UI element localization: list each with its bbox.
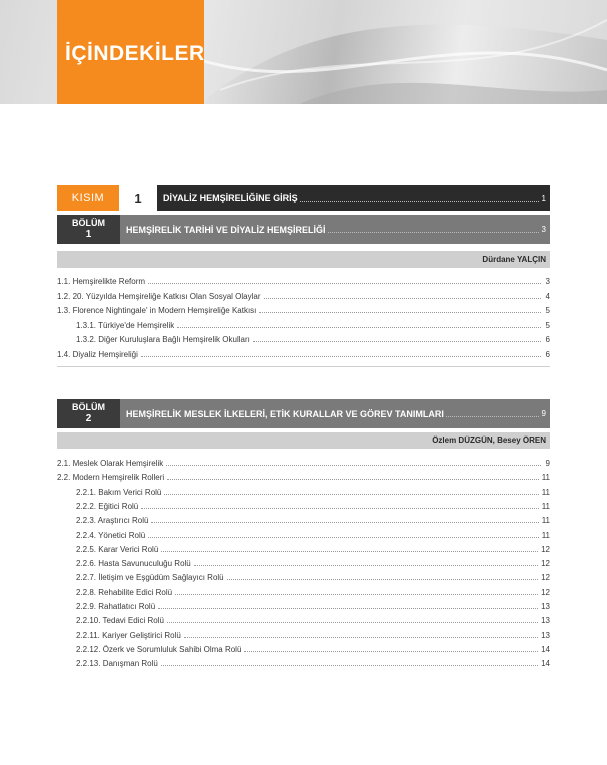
dot-leader [244,651,538,652]
toc-entry-page: 12 [541,573,550,583]
chapter-page: 9 [541,409,546,418]
dot-leader [151,522,538,523]
chapter-number: 1 [85,229,92,240]
toc-entry[interactable] [76,556,550,568]
toc-entry[interactable] [76,499,550,511]
part-page: 1 [541,193,546,203]
toc-entry-page: 5 [545,306,550,316]
dot-leader [253,341,541,342]
dot-leader [259,312,541,313]
toc-entry-title: 1.1. Hemşirelikte Reform [57,277,146,286]
toc-entry-page: 12 [541,544,550,554]
toc-entry-title: 1.3.2. Diğer Kuruluşlara Bağlı Hemşirelik Okulları [76,335,250,345]
dot-leader [148,537,538,538]
toc-entry[interactable] [76,570,550,582]
toc-entry-title: 2.2.8. Rehabilite Edici Rolü [76,587,173,597]
toc-entry-page: 11 [541,530,550,540]
toc-entry-title: 2.2.5. Karar Verici Rolü [76,544,159,554]
chapter-1-author: Dürdane YALÇIN [57,251,550,268]
dot-leader [194,565,538,566]
dot-leader [161,551,538,552]
toc-entry[interactable] [76,513,550,525]
toc-entry-title: 1.2. 20. Yüzyılda Hemşireliğe Katkısı Olan Sosyal Olaylar [57,291,261,301]
toc-entry-title: 2.2.12. Özerk ve Sorumluluk Sahibi Olma Rolü [76,644,242,654]
dot-leader [446,416,539,417]
toc-entry-title: 2.2.6. Hasta Savunuculuğu Rolü [76,559,191,569]
toc-entry-page: 12 [541,587,550,597]
toc-entry[interactable] [57,470,550,482]
toc-entry[interactable] [57,303,550,315]
toc-entry-page: 3 [545,277,550,286]
dot-leader [158,608,538,609]
toc-entry-page: 14 [541,644,550,654]
chapter-2-header [57,399,550,428]
toc-entry-page: 5 [545,320,550,330]
page-title: İÇİNDEKİLER [65,42,205,65]
toc-entry-title: 2.2.9. Rahatlatıcı Rolü [76,602,156,611]
toc-entry-page: 12 [541,559,550,569]
dot-leader [264,298,542,299]
chapter-title-bar [120,215,550,244]
dot-leader [328,232,539,233]
toc-entry-page: 6 [545,350,550,359]
toc-entry-title: 2.2. Modern Hemşirelik Rolleri [57,473,165,483]
title-box [57,0,204,104]
toc-entry-page: 11 [541,473,550,483]
dot-leader [166,465,541,466]
toc-entry[interactable] [57,347,550,359]
chapter-title-row[interactable] [126,215,546,244]
toc-entry-page: 13 [541,602,550,611]
toc-entry-title: 2.2.13. Danışman Rolü [76,659,158,669]
part-number: 1 [119,185,157,211]
dot-leader [175,594,538,595]
toc-entry-title: 2.2.10. Tedavi Edici Rolü [76,616,164,626]
toc-entry[interactable] [57,456,550,468]
dot-leader [177,327,541,328]
chapter-label-box [57,399,120,428]
toc-entry-page: 11 [541,501,550,511]
toc-entry-title: 2.1. Meslek Olarak Hemşirelik [57,459,164,468]
toc-entry[interactable] [57,274,550,286]
part-title-row[interactable] [163,185,546,211]
toc-entry-title: 1.3.1. Türkiye'de Hemşirelik [76,320,175,330]
dot-leader [164,494,538,495]
toc-entry-title: 1.3. Florence Nightingale' in Modern Hemşireliğe Katkısı [57,306,257,316]
chapter-1-header [57,215,550,244]
chapter-title: HEMŞİRELİK TARİHİ VE DİYALİZ HEMŞİRELİĞİ [126,224,326,235]
chapter-label: BÖLÜM [72,218,105,228]
dot-leader [141,356,541,357]
toc-entry-title: 2.2.4. Yönetici Rolü [76,530,146,540]
toc-entry[interactable] [76,599,550,611]
dot-leader [167,622,538,623]
toc-entry-page: 9 [545,459,550,468]
part-header-bar [57,185,550,211]
dot-leader [300,201,539,202]
chapter-label-box [57,215,120,244]
chapter-label: BÖLÜM [72,402,105,412]
toc-entry-page: 14 [541,659,550,669]
toc-entry-page: 13 [541,630,550,640]
chapter-page: 3 [541,225,546,234]
toc-entry[interactable] [76,485,550,497]
chapter-title-bar [120,399,550,428]
dot-leader [227,579,538,580]
dot-leader [167,479,539,480]
toc-entry[interactable] [57,289,550,301]
part-title: DİYALİZ HEMŞİRELİĞİNE GİRİŞ [163,193,298,203]
toc-entry-page: 6 [545,335,550,345]
toc-entry-title: 2.2.7. İletişim ve Eşgüdüm Sağlayıcı Rolü [76,573,224,583]
toc-entry-title: 2.2.3. Araştırıcı Rolü [76,516,149,526]
toc-entry-title: 2.2.11. Kariyer Geliştirici Rolü [76,630,181,640]
toc-entry-title: 2.2.2. Eğitici Rolü [76,501,139,511]
toc-entry-page: 13 [541,616,550,626]
chapter-2-author: Özlem DÜZGÜN, Besey ÖREN [57,432,550,449]
part-label: KISIM [57,185,119,211]
header-banner [0,0,607,104]
chapter-title-row[interactable] [126,399,546,428]
toc-entry-page: 11 [541,487,550,497]
toc-entry-page: 4 [545,291,550,301]
toc-entry[interactable] [76,318,550,330]
toc-entry-title: 2.2.1. Bakım Verici Rolü [76,487,162,497]
toc-entry[interactable] [76,628,550,640]
toc-entry-page: 11 [541,516,550,526]
toc-entry[interactable] [76,613,550,625]
toc-entry[interactable] [76,332,550,344]
toc-entry[interactable] [76,528,550,540]
chapter-title: HEMŞİRELİK MESLEK İLKELERİ, ETİK KURALLAR VE GÖREV TANIMLARI [126,408,444,419]
chapter-number: 2 [85,413,92,424]
toc-entry[interactable] [76,585,550,597]
dot-leader [184,637,538,638]
divider [57,366,550,367]
dot-leader [148,283,541,284]
toc-entry[interactable] [76,656,550,668]
dot-leader [141,508,538,509]
dot-leader [161,665,538,666]
toc-entry[interactable] [76,642,550,654]
toc-entry[interactable] [76,542,550,554]
toc-entry-title: 1.4. Diyaliz Hemşireliği [57,350,138,359]
